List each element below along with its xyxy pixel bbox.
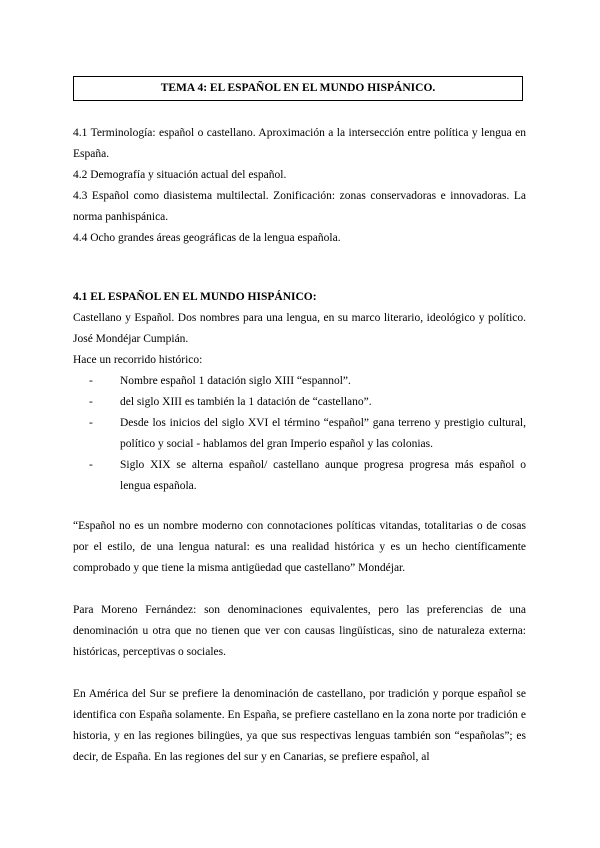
list-item-text: Nombre español 1 datación siglo XIII “espannol”.	[120, 375, 351, 387]
list-item-text: del siglo XIII es también la 1 datación de “castellano”.	[120, 396, 372, 408]
toc-item: 4.3 Español como diasistema multilectal. Zonificación: zonas conservadoras e innovadoras. La norma panhispánica.	[73, 190, 526, 223]
moreno-paragraph: Para Moreno Fernández: son denominaciones equivalentes, pero las preferencias de una denominación u otra que no tienen que ver con causas lingüísticas, sino de naturaleza externa: históricas, perceptivas o sociales.	[73, 604, 526, 658]
list-item	[73, 455, 526, 497]
table-of-contents	[73, 123, 526, 249]
bullet-dash: -	[89, 417, 93, 429]
list-item	[73, 392, 526, 413]
bullet-dash: -	[89, 459, 93, 471]
section-intro: Castellano y Español. Dos nombres para una lengua, en su marco literario, ideológico y político. José Mondéjar Cumpián.	[73, 312, 526, 345]
list-item	[73, 371, 526, 392]
toc-item: 4.2 Demografía y situación actual del español.	[73, 169, 287, 181]
mondejar-quote	[73, 516, 526, 579]
america-paragraph: En América del Sur se prefiere la denominación de castellano, por tradición y porque español se identifica con España solamente. En España, se prefiere castellano en la zona norte por tradición e historia, y en las regiones bilingües, ya que sus respectivas lenguas también son “españolas”; es decir, de España. En las regiones del sur y en Canarias, se prefiere español, al	[73, 688, 526, 763]
section-heading: 4.1 EL ESPAÑOL EN EL MUNDO HISPÁNICO:	[73, 291, 317, 303]
america-paragraph-block	[73, 684, 526, 768]
bullet-dash: -	[89, 396, 93, 408]
bullet-dash: -	[89, 375, 93, 387]
page-title: TEMA 4: EL ESPAÑOL EN EL MUNDO HISPÁNICO.	[73, 76, 523, 101]
history-list	[73, 371, 526, 497]
list-item	[73, 413, 526, 455]
list-item-text: Desde los inicios del siglo XVI el término “español” gana terreno y prestigio cultural, político y social - hablamos del gran Imperio español y las colonias.	[120, 417, 526, 450]
section-recorrido: Hace un recorrido histórico:	[73, 354, 203, 366]
section-4-1	[73, 287, 526, 497]
toc-item: 4.4 Ocho grandes áreas geográficas de la lengua española.	[73, 232, 341, 244]
moreno-paragraph-block	[73, 600, 526, 663]
list-item-text: Siglo XIX se alterna español/ castellano aunque progresa progresa más español o lengua española.	[120, 459, 526, 492]
quote-paragraph: “Español no es un nombre moderno con connotaciones políticas vitandas, totalitarias o de cosas por el estilo, de una lengua natural: es una realidad histórica y es un hecho científicamente comprobado y que tiene la misma antigüedad que castellano” Mondéjar.	[73, 520, 526, 574]
toc-item: 4.1 Terminología: español o castellano. Aproximación a la intersección entre política y lengua en España.	[73, 127, 526, 160]
